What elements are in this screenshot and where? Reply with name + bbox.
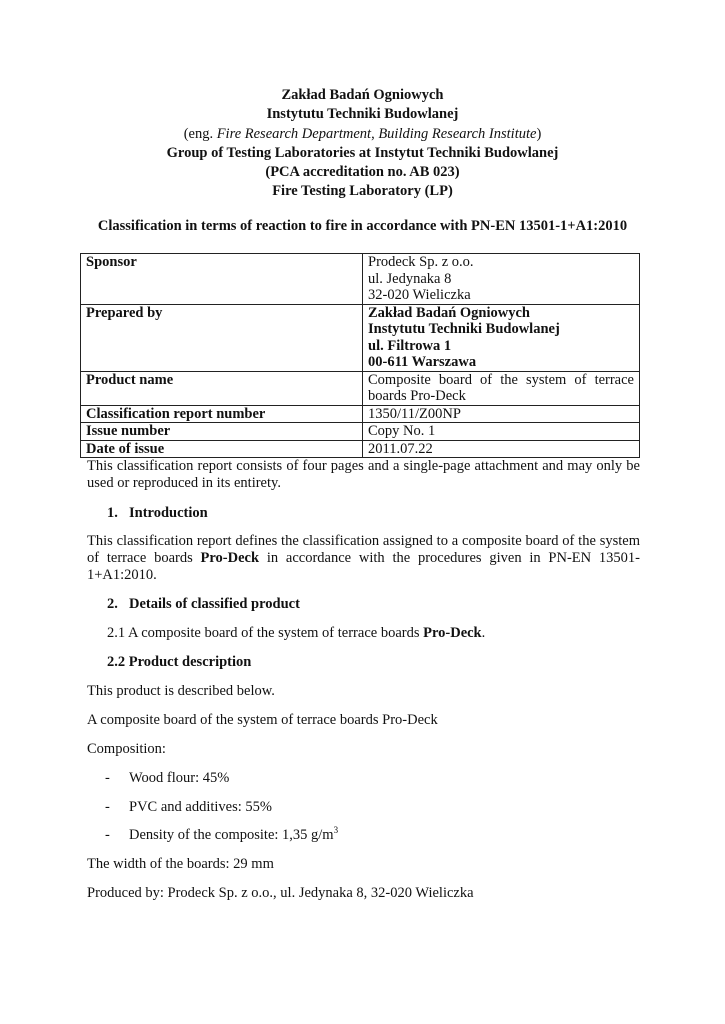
composition-text: Density of the composite: 1,35 g/m: [129, 827, 334, 843]
header-laboratory: Fire Testing Laboratory (LP): [272, 183, 453, 200]
board-name: A composite board of the system of terrace boards Pro-Deck: [87, 712, 438, 728]
section-number: 1.: [107, 505, 118, 521]
info-table: [80, 253, 640, 458]
report-label: Classification report number: [81, 405, 363, 423]
composition-text: PVC and additives: 55%: [129, 799, 272, 815]
item-text: 2.1 A composite board of the system of terrace boards: [107, 625, 424, 641]
intro-text-end: in accordance with the procedures given in PN-EN 13501-1+A1:2010.: [87, 550, 640, 583]
section-1-text: [87, 533, 640, 584]
eng-institute: Building Research Institute: [378, 125, 537, 142]
table-row: [81, 304, 640, 371]
prepared-line: 00-611 Warszawa: [368, 354, 477, 370]
intro-text: This classification report defines the classification assigned to a composite board of the system of terrace boards: [87, 533, 640, 566]
composition-item: [87, 799, 640, 816]
sponsor-label: Sponsor: [81, 254, 363, 305]
eng-department: Fire Research Department: [216, 125, 372, 142]
sponsor-line: ul. Jedynaka 8: [368, 270, 452, 287]
item-2-1: [107, 625, 640, 642]
item-text-end: .: [481, 625, 486, 641]
sponsor-value: [363, 254, 640, 305]
header-english-name: [60, 125, 665, 144]
eng-prefix: (eng.: [183, 125, 217, 142]
board-width: The width of the boards: 29 mm: [87, 856, 274, 872]
issue-label: Issue number: [81, 423, 363, 441]
table-row: [81, 440, 640, 458]
sponsor-line: 32-020 Wieliczka: [368, 287, 471, 303]
table-row: [81, 371, 640, 405]
report-value: 1350/11/Z00NP: [363, 405, 640, 423]
eng-separator: ,: [371, 125, 379, 142]
header-group-name: Group of Testing Laboratories at Instytut Techniki Budowlanej: [166, 144, 559, 161]
composition-item: [87, 827, 640, 844]
section-1-heading: [87, 505, 640, 522]
table-row: [81, 423, 640, 441]
table-row: [81, 405, 640, 423]
date-label: Date of issue: [81, 440, 363, 458]
composition-item: [87, 770, 640, 787]
composition-text: Wood flour: 45%: [129, 770, 230, 786]
product-name: Pro-Deck: [200, 550, 260, 566]
produced-by: Produced by: Prodeck Sp. z o.o., ul. Jedynaka 8, 32-020 Wieliczka: [87, 885, 474, 901]
section-number: 2.: [107, 596, 118, 612]
prepared-value: [363, 304, 640, 371]
superscript: 3: [333, 825, 339, 836]
sponsor-line: Prodeck Sp. z o.o.: [368, 254, 474, 270]
product-name: Pro-Deck: [423, 625, 482, 641]
section-title: Details of classified product: [129, 596, 300, 612]
section-2-heading: [87, 596, 640, 613]
item-2-2-heading: 2.2 Product description: [107, 654, 252, 670]
classification-title: Classification in terms of reaction to fire in accordance with PN-EN 13501-1+A1:2010: [97, 218, 628, 234]
table-row: [81, 254, 640, 305]
report-notice: This classification report consists of four pages and a single-page attachment and may only be used or reproduced in its entirety.: [87, 458, 640, 491]
prepared-line: Zakład Badań Ogniowych: [368, 304, 530, 321]
composition-label: Composition:: [87, 741, 166, 757]
dash: -: [105, 799, 110, 815]
prepared-line: Instytutu Techniki Budowlanej: [368, 321, 560, 337]
product-label: Product name: [81, 371, 363, 405]
prepared-line: ul. Filtrowa 1: [368, 337, 452, 354]
dash: -: [105, 770, 110, 786]
product-described: This product is described below.: [87, 683, 275, 699]
header-accreditation: (PCA accreditation no. AB 023): [265, 164, 460, 181]
document-header: [60, 86, 665, 202]
eng-suffix: ): [536, 125, 542, 142]
issue-value: Copy No. 1: [363, 423, 640, 441]
date-value: 2011.07.22: [363, 440, 640, 458]
product-value: Composite board of the system of terrace boards Pro-Deck: [363, 371, 640, 405]
header-institute-name: Zakład Badań Ogniowych: [281, 87, 444, 103]
section-title: Introduction: [129, 505, 208, 521]
prepared-label: Prepared by: [81, 304, 363, 371]
dash: -: [105, 827, 110, 843]
header-institute-name-2: Instytutu Techniki Budowlanej: [266, 106, 459, 123]
